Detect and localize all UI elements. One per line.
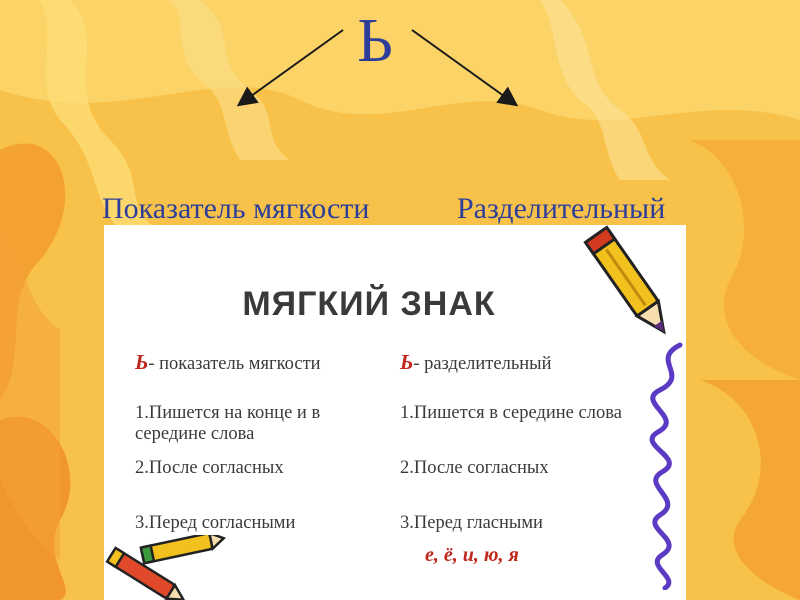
column-heading-text: - разделительный: [413, 354, 552, 374]
pencil-icon: [580, 222, 690, 352]
column-heading-text: - показатель мягкости: [148, 354, 321, 374]
rule-2: 2.После согласных: [400, 458, 549, 478]
rule-2: 2.После согласных: [135, 458, 284, 478]
heading-softness-indicator: Показатель мягкости: [102, 192, 370, 225]
soft-sign-letter: Ь: [357, 7, 393, 75]
soft-sign-mark: Ь: [400, 350, 414, 374]
vowels-list: е, ё, и, ю, я: [425, 544, 519, 566]
rule-3: 3.Перед согласными: [135, 513, 296, 533]
rule-1: 1.Пишется на конце и в середине слова: [135, 403, 321, 444]
column-heading: [135, 350, 321, 375]
column-heading: [400, 350, 551, 375]
rule-1: 1.Пишется в середине слова: [400, 403, 622, 423]
soft-sign-mark: Ь: [135, 350, 149, 374]
arrow-left: [240, 30, 343, 104]
scribble-decoration: [640, 340, 700, 590]
heading-separating: Разделительный: [457, 192, 666, 225]
arrow-right: [412, 30, 515, 104]
pencils-icon: [100, 535, 230, 600]
rule-3: 3.Перед гласными: [400, 513, 543, 533]
card-title: МЯГКИЙ ЗНАК: [242, 285, 496, 323]
